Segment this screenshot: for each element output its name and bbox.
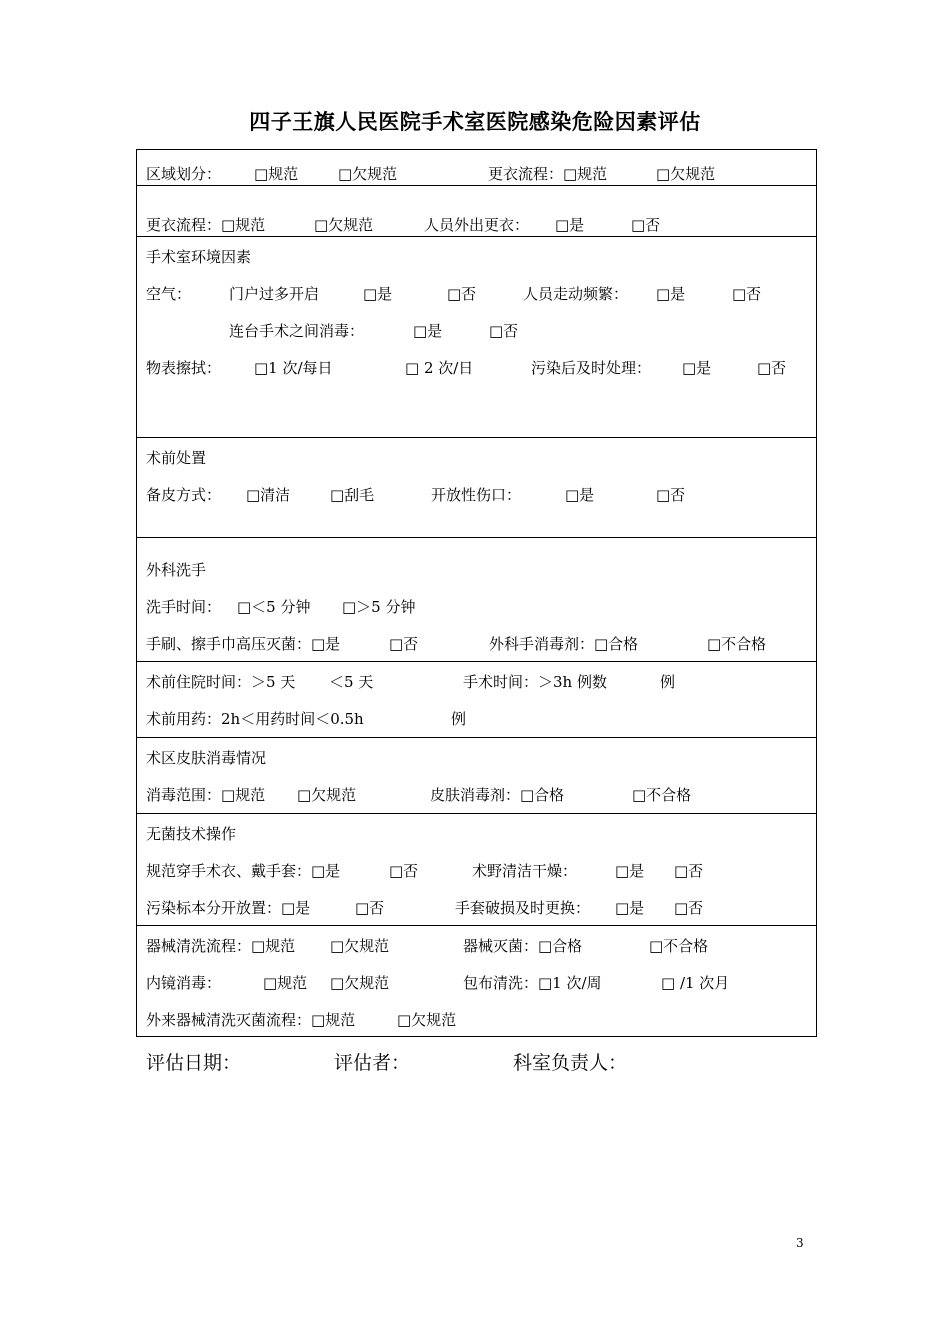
- checkbox-option[interactable]: □欠规范: [330, 974, 390, 992]
- checkbox-option[interactable]: □欠规范: [297, 786, 357, 804]
- checkbox-option[interactable]: □1 次/每日: [254, 359, 333, 377]
- field-label: 外科洗手: [146, 561, 207, 579]
- checkbox-option[interactable]: □是: [565, 486, 595, 504]
- checkbox-option[interactable]: 外来器械清洗灭菌流程：□规范: [146, 1011, 356, 1029]
- field-label: 污染后及时处理：: [531, 359, 652, 377]
- field-label: 空气：: [146, 285, 192, 303]
- checkbox-option[interactable]: □否: [631, 216, 661, 234]
- checkbox-option[interactable]: □不合格: [632, 786, 692, 804]
- checkbox-option[interactable]: □是: [413, 322, 443, 340]
- field-label: 洗手时间：: [146, 598, 222, 616]
- field-label: 连台手术之间消毒：: [229, 322, 365, 340]
- field-label: 术野清洁干燥：: [472, 862, 578, 880]
- checkbox-option[interactable]: 污染标本分开放置：□是: [146, 899, 311, 917]
- checkbox-option[interactable]: □是: [615, 899, 645, 917]
- field-label: 术前住院时间：＞5 天: [146, 673, 296, 691]
- form-section-6: [137, 662, 816, 738]
- checkbox-option[interactable]: 更衣流程：□规范: [146, 216, 266, 234]
- form-section-1: [137, 150, 816, 186]
- field-label: 门户过多开启: [229, 285, 320, 303]
- field-label: 术前用药：2h＜用药时间＜0.5h: [146, 710, 364, 728]
- checkbox-option[interactable]: □是: [363, 285, 393, 303]
- checkbox-option[interactable]: □刮毛: [330, 486, 375, 504]
- checkbox-option[interactable]: □欠规范: [330, 937, 390, 955]
- checkbox-option[interactable]: □欠规范: [314, 216, 374, 234]
- field-label: 人员走动频繁：: [523, 285, 629, 303]
- form-section-8: [137, 814, 816, 926]
- field-label: 物表擦拭：: [146, 359, 222, 377]
- checkbox-option[interactable]: □否: [674, 899, 704, 917]
- field-label: 术前处置: [146, 449, 207, 467]
- checkbox-option[interactable]: □不合格: [707, 635, 767, 653]
- checkbox-option[interactable]: □规范: [254, 165, 299, 183]
- checkbox-option[interactable]: 器械灭菌：□合格: [463, 937, 583, 955]
- field-label: 手套破损及时更换：: [455, 899, 591, 917]
- form-section-4: [137, 438, 816, 538]
- field-label: 内镜消毒：: [146, 974, 222, 992]
- field-label: 术区皮肤消毒情况: [146, 749, 267, 767]
- field-label: 例: [451, 710, 467, 728]
- checkbox-option[interactable]: □ /1 次月: [661, 974, 730, 992]
- form-section-7: [137, 738, 816, 814]
- field-label: 备皮方式：: [146, 486, 222, 504]
- checkbox-option[interactable]: 规范穿手术衣、戴手套：□是: [146, 862, 341, 880]
- checkbox-option[interactable]: □否: [447, 285, 477, 303]
- checkbox-option[interactable]: 手刷、擦手巾高压灭菌：□是: [146, 635, 341, 653]
- checkbox-option[interactable]: □不合格: [649, 937, 709, 955]
- form-section-2: [137, 186, 816, 237]
- checkbox-option[interactable]: □否: [674, 862, 704, 880]
- field-label: 手术室环境因素: [146, 248, 252, 266]
- form-section-3: [137, 237, 816, 438]
- field-label: 手术时间：＞3h 例数: [463, 673, 607, 691]
- field-label: 无菌技术操作: [146, 825, 237, 843]
- footer-label: 评估日期：: [146, 1052, 242, 1074]
- field-label: 开放性伤口：: [431, 486, 522, 504]
- page-title: 四子王旗人民医院手术室医院感染危险因素评估: [249, 109, 701, 134]
- checkbox-option[interactable]: 消毒范围：□规范: [146, 786, 266, 804]
- checkbox-option[interactable]: □否: [389, 635, 419, 653]
- checkbox-option[interactable]: □＞5 分钟: [342, 598, 416, 616]
- checkbox-option[interactable]: 包布清洗：□1 次/周: [463, 974, 602, 992]
- checkbox-option[interactable]: □＜5 分钟: [237, 598, 311, 616]
- checkbox-option[interactable]: □是: [555, 216, 585, 234]
- checkbox-option[interactable]: □是: [656, 285, 686, 303]
- checkbox-option[interactable]: □清洁: [246, 486, 291, 504]
- checkbox-option[interactable]: □否: [757, 359, 787, 377]
- page-number: 3: [796, 1236, 804, 1250]
- checkbox-option[interactable]: □ 2 次/日: [405, 359, 474, 377]
- checkbox-option[interactable]: □否: [489, 322, 519, 340]
- field-label: 区域划分：: [146, 165, 222, 183]
- checkbox-option[interactable]: □欠规范: [397, 1011, 457, 1029]
- checkbox-option[interactable]: 器械清洗流程：□规范: [146, 937, 296, 955]
- field-label: 人员外出更衣：: [424, 216, 530, 234]
- form-section-9: [137, 926, 816, 1038]
- assessment-form: [136, 149, 817, 1037]
- form-section-5: [137, 538, 816, 662]
- footer-label: 科室负责人：: [513, 1052, 628, 1074]
- field-label: 例: [660, 673, 676, 691]
- footer-label: 评估者：: [334, 1052, 411, 1074]
- checkbox-option[interactable]: □欠规范: [656, 165, 716, 183]
- checkbox-option[interactable]: 皮肤消毒剂：□合格: [430, 786, 565, 804]
- checkbox-option[interactable]: 更衣流程：□规范: [488, 165, 608, 183]
- checkbox-option[interactable]: □否: [389, 862, 419, 880]
- checkbox-option[interactable]: □是: [682, 359, 712, 377]
- checkbox-option[interactable]: □规范: [263, 974, 308, 992]
- checkbox-option[interactable]: □欠规范: [338, 165, 398, 183]
- field-label: ＜5 天: [329, 673, 374, 691]
- checkbox-option[interactable]: □否: [732, 285, 762, 303]
- checkbox-option[interactable]: 外科手消毒剂：□合格: [489, 635, 639, 653]
- checkbox-option[interactable]: □是: [615, 862, 645, 880]
- checkbox-option[interactable]: □否: [355, 899, 385, 917]
- checkbox-option[interactable]: □否: [656, 486, 686, 504]
